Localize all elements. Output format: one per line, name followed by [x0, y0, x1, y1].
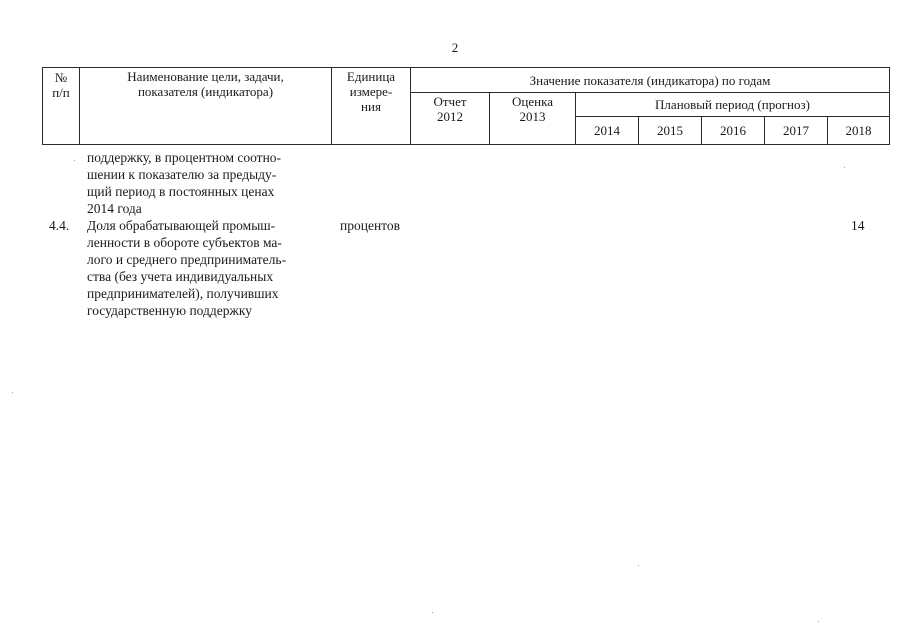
row-name-line: ленности в обороте субъектов ма-: [87, 235, 282, 250]
row-name-line: предпринимателей), получивших: [87, 286, 279, 301]
row-name-line: ства (без учета индивидуальных: [87, 269, 274, 284]
header-estimate-year: 2013: [519, 109, 546, 124]
continuation-line: поддержку, в процентном соотно-: [87, 150, 282, 165]
row-name-line: Доля обрабатывающей промыш-: [87, 218, 276, 233]
header-name-line-1: Наименование цели, задачи,: [127, 69, 284, 84]
header-unit-line-3: ния: [361, 99, 381, 114]
continuation-line: щий период в постоянных ценах: [87, 184, 275, 199]
header-cell-estimate-2013: [490, 93, 576, 145]
header-cell-number: [43, 68, 80, 145]
header-cell-name: [80, 68, 332, 145]
header-unit-line-2: измере-: [349, 84, 393, 99]
header-report-year: 2012: [437, 109, 463, 124]
continuation-text: [87, 149, 281, 217]
header-cell-plan-group: Плановый период (прогноз): [576, 93, 890, 117]
row-value-2018: 14: [851, 218, 865, 233]
header-cell-value-group: Значение показателя (индикатора) по годам: [411, 68, 890, 93]
header-year-2017: 2017: [765, 117, 828, 145]
header-estimate-label: Оценка: [512, 94, 553, 109]
row-number: 4.4.: [49, 218, 70, 233]
row-name-line: государственную поддержку: [87, 303, 252, 318]
header-cell-unit: [332, 68, 411, 145]
header-year-2018: 2018: [828, 117, 890, 145]
header-year-2015: 2015: [639, 117, 702, 145]
header-number-line-1: №: [54, 70, 68, 85]
continuation-line: 2014 года: [87, 201, 142, 216]
header-number-line-2: п/п: [52, 85, 70, 100]
header-unit-line-1: Единица: [346, 69, 396, 84]
row-name-line: лого и среднего предприниматель-: [87, 252, 287, 267]
header-cell-report-2012: [411, 93, 490, 145]
indicator-table-header: [42, 67, 890, 145]
header-year-2014: 2014: [576, 117, 639, 145]
header-name-line-2: показателя (индикатора): [137, 84, 274, 99]
header-year-2016: 2016: [702, 117, 765, 145]
row-indicator-name: [87, 217, 286, 319]
page-number: 2: [451, 40, 459, 55]
row-unit: процентов: [340, 218, 401, 233]
continuation-line: шении к показателю за предыду-: [87, 167, 277, 182]
header-report-label: Отчет: [433, 94, 467, 109]
